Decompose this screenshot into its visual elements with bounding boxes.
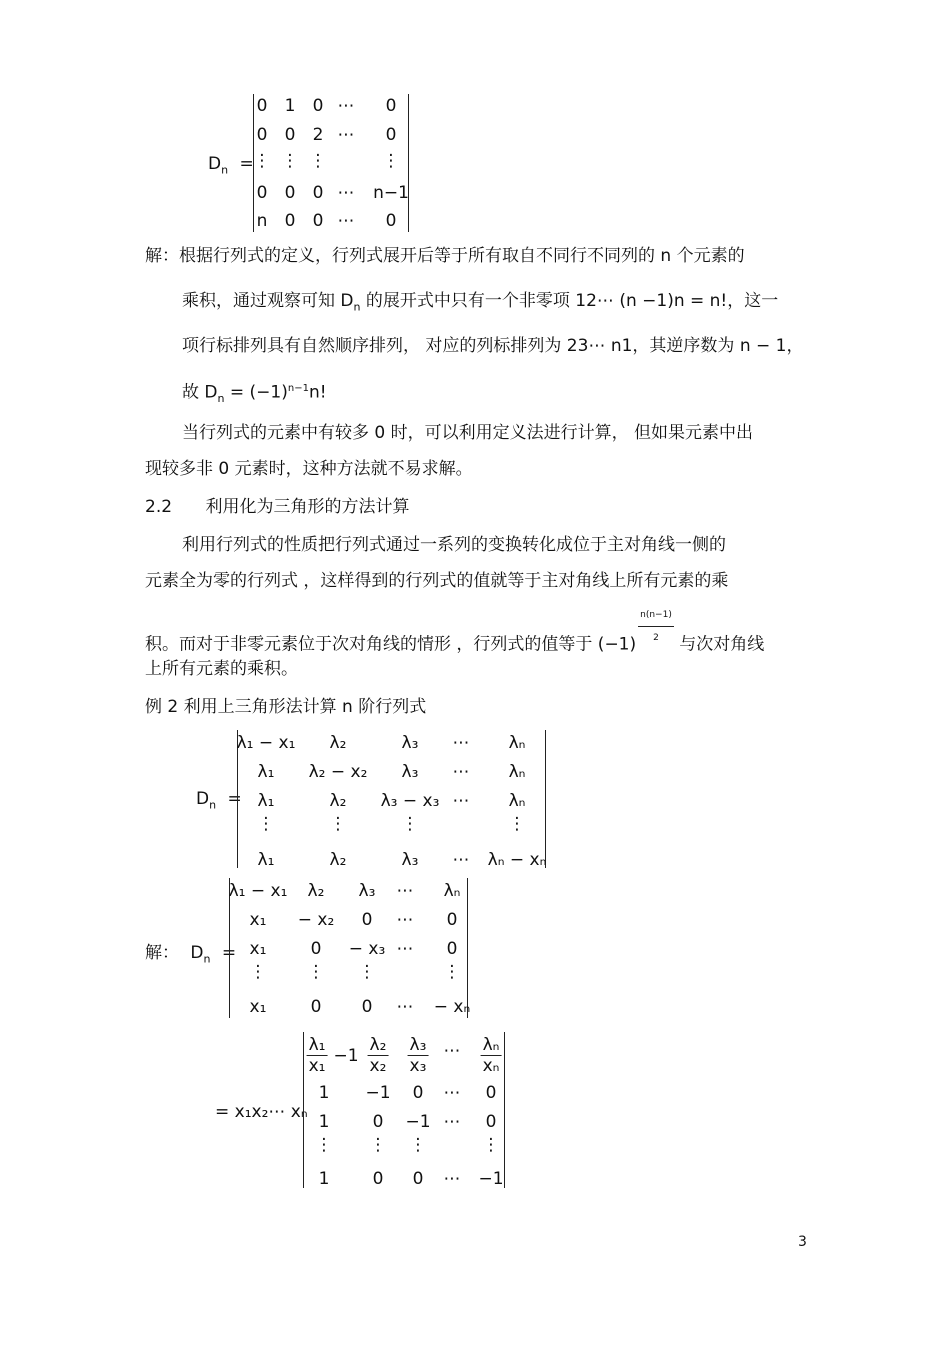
matrix-entry: ⋮	[253, 151, 271, 171]
para1-line1: 当行列式的元素中有较多 0 时，可以利用定义法进行计算， 但如果元素中出	[182, 423, 754, 443]
para2-line2: 元素全为零的行列式 ，这样得到的行列式的值就等于主对角线上所有元素的乘	[145, 571, 729, 591]
matrix-entry: λ₂	[307, 881, 325, 901]
section-heading	[145, 496, 409, 518]
section-number: 2.2	[145, 497, 173, 517]
matrix-entry: λ₁	[257, 762, 275, 782]
det1-label: $D_n$ =	[208, 154, 254, 177]
fraction-numerator: λ₁	[308, 1035, 326, 1055]
fraction-denominator: x₁	[308, 1056, 326, 1076]
matrix-entry: ⋯	[443, 1169, 461, 1189]
matrix-entry: ⋮	[329, 814, 347, 834]
matrix-entry: ⋮	[482, 1135, 500, 1155]
matrix-entry: ⋮	[382, 151, 400, 171]
matrix-entry: ⋯	[337, 125, 355, 145]
matrix-entry: ⋮	[281, 151, 299, 171]
matrix-entry: ⋮	[508, 814, 526, 834]
matrix-entry: ⋮	[443, 962, 461, 982]
para1-line2: 现较多非 0 元素时，这种方法就不易求解。	[145, 459, 473, 479]
matrix-entry: x₁	[249, 997, 267, 1017]
matrix-entry: λ₃	[401, 733, 419, 753]
matrix-entry: ⋯	[396, 910, 414, 930]
matrix-entry: ⋮	[315, 1135, 333, 1155]
fraction-entry	[408, 1035, 429, 1076]
matrix-entry: λ₂	[329, 850, 347, 870]
matrix-entry: ⋯	[452, 850, 470, 870]
matrix-entry: 0	[312, 211, 324, 231]
matrix-entry: ⋯	[337, 211, 355, 231]
matrix-entry: n	[256, 211, 268, 231]
matrix-entry: − x₂	[297, 910, 335, 930]
fraction-denominator: xₙ	[482, 1056, 500, 1076]
matrix-entry: 0	[256, 125, 268, 145]
matrix-entry: λ₃	[401, 762, 419, 782]
det2-label: $D_n$ =	[196, 789, 242, 812]
matrix-entry: 1	[318, 1169, 330, 1189]
matrix-entry: 0	[284, 183, 296, 203]
matrix-entry: 0	[312, 183, 324, 203]
matrix-entry: ⋯	[396, 997, 414, 1017]
matrix-entry: ⋯	[396, 939, 414, 959]
matrix-entry: 0	[385, 96, 397, 116]
matrix-entry: 0	[446, 910, 458, 930]
fraction-entry	[368, 1035, 389, 1076]
example-heading: 例 2 利用上三角形法计算 n 阶行列式	[145, 697, 427, 717]
matrix-entry: 0	[372, 1112, 384, 1132]
det2-right-bar	[545, 730, 546, 868]
matrix-entry: 0	[310, 939, 322, 959]
matrix-entry: −1	[405, 1112, 431, 1132]
solution1-line1: 解：根据行列式的定义，行列式展开后等于所有取自不同行不同列的 n 个元素的	[145, 246, 745, 266]
matrix-entry: 0	[485, 1083, 497, 1103]
matrix-entry: ⋮	[409, 1135, 427, 1155]
det4-right-bar	[504, 1032, 505, 1188]
matrix-entry: 0	[361, 997, 373, 1017]
matrix-entry: ⋮	[309, 151, 327, 171]
matrix-entry: ⋯	[337, 183, 355, 203]
matrix-entry: λ₁	[257, 850, 275, 870]
matrix-entry: λₙ	[443, 881, 461, 901]
matrix-entry: λ₃ − x₃	[380, 791, 440, 811]
fraction-entry: ⋯	[443, 1041, 461, 1061]
section-title: 利用化为三角形的方法计算	[205, 497, 410, 517]
para2-line4: 上所有元素的乘积。	[145, 659, 298, 679]
matrix-entry: x₁	[249, 910, 267, 930]
det4-left-bar	[303, 1032, 304, 1188]
matrix-entry: 0	[284, 211, 296, 231]
fraction-denominator: x₃	[409, 1056, 427, 1076]
matrix-entry: ⋯	[443, 1083, 461, 1103]
matrix-entry: −1	[365, 1083, 391, 1103]
matrix-entry: −1	[478, 1169, 504, 1189]
matrix-entry: λₙ	[508, 762, 526, 782]
matrix-entry: λₙ − xₙ	[487, 850, 547, 870]
fraction-suffix: −1	[333, 1045, 359, 1066]
matrix-entry: 0	[485, 1112, 497, 1132]
matrix-entry: 0	[256, 183, 268, 203]
matrix-entry: n−1	[373, 183, 409, 203]
matrix-entry: 1	[318, 1112, 330, 1132]
det3-label: 解： $D_n$ =	[145, 943, 237, 966]
matrix-entry: λ₂	[329, 733, 347, 753]
matrix-entry: ⋯	[452, 733, 470, 753]
matrix-entry: − xₙ	[433, 997, 471, 1017]
fraction-denominator: x₂	[369, 1056, 387, 1076]
matrix-entry: 0	[446, 939, 458, 959]
matrix-entry: 0	[412, 1169, 424, 1189]
matrix-entry: ⋯	[452, 791, 470, 811]
matrix-entry: 0	[372, 1169, 384, 1189]
matrix-entry: ⋮	[401, 814, 419, 834]
fraction-numerator: λ₃	[409, 1035, 427, 1055]
matrix-entry: 0	[256, 96, 268, 116]
matrix-entry: λ₁	[257, 791, 275, 811]
matrix-entry: ⋮	[369, 1135, 387, 1155]
matrix-entry: λ₃	[401, 850, 419, 870]
matrix-entry: 0	[385, 125, 397, 145]
matrix-entry: − x₃	[348, 939, 386, 959]
fraction-entry	[481, 1035, 502, 1076]
matrix-entry: ⋯	[396, 881, 414, 901]
matrix-entry: ⋮	[257, 814, 275, 834]
det4-prefix: = x₁x₂⋯ xₙ	[215, 1102, 308, 1122]
matrix-entry: ⋯	[452, 762, 470, 782]
matrix-entry: 2	[312, 125, 324, 145]
matrix-entry: λₙ	[508, 791, 526, 811]
matrix-entry: ⋮	[358, 962, 376, 982]
matrix-entry: ⋯	[337, 96, 355, 116]
fraction-numerator: λ₂	[369, 1035, 387, 1055]
matrix-entry: λ₃	[358, 881, 376, 901]
matrix-entry: 0	[310, 997, 322, 1017]
matrix-entry: x₁	[249, 939, 267, 959]
matrix-entry: 0	[361, 910, 373, 930]
matrix-entry: ⋮	[249, 962, 267, 982]
matrix-entry: 0	[284, 125, 296, 145]
det1-right-bar	[408, 94, 409, 232]
matrix-entry: ⋯	[443, 1112, 461, 1132]
matrix-entry: 0	[385, 211, 397, 231]
solution1-line4: 故 $D_n = (-1)^{n-1}n$!	[182, 382, 327, 406]
fraction-entry	[307, 1035, 359, 1076]
matrix-entry: 1	[318, 1083, 330, 1103]
solution1-line2: 乘积，通过观察可知 $D_n$ 的展开式中只有一个非零项 12⋯ (n −1)n = n!，这一	[182, 291, 779, 314]
solution1-line3: 项行标排列具有自然顺序排列， 对应的列标排列为 23⋯ n1，其逆序数为 n − 1，	[182, 336, 804, 356]
matrix-entry: 0	[312, 96, 324, 116]
matrix-entry: λ₁ − x₁	[236, 733, 296, 753]
matrix-entry: λ₁ − x₁	[228, 881, 288, 901]
matrix-entry: 1	[284, 96, 296, 116]
matrix-entry: λₙ	[508, 733, 526, 753]
matrix-entry: λ₂	[329, 791, 347, 811]
matrix-entry: λ₂ − x₂	[308, 762, 368, 782]
matrix-entry: 0	[412, 1083, 424, 1103]
para2-line1: 利用行列式的性质把行列式通过一系列的变换转化成位于主对角线一侧的	[182, 535, 726, 555]
page-number: 3	[798, 1234, 807, 1250]
fraction-numerator: λₙ	[482, 1035, 500, 1055]
matrix-entry: ⋮	[307, 962, 325, 982]
para2-line3: 积。而对于非零元素位于次对角线的情形 ，行列式的值等于 (−1) $\frac{n(n-1)}{2}$ 与次对角线	[145, 622, 764, 667]
